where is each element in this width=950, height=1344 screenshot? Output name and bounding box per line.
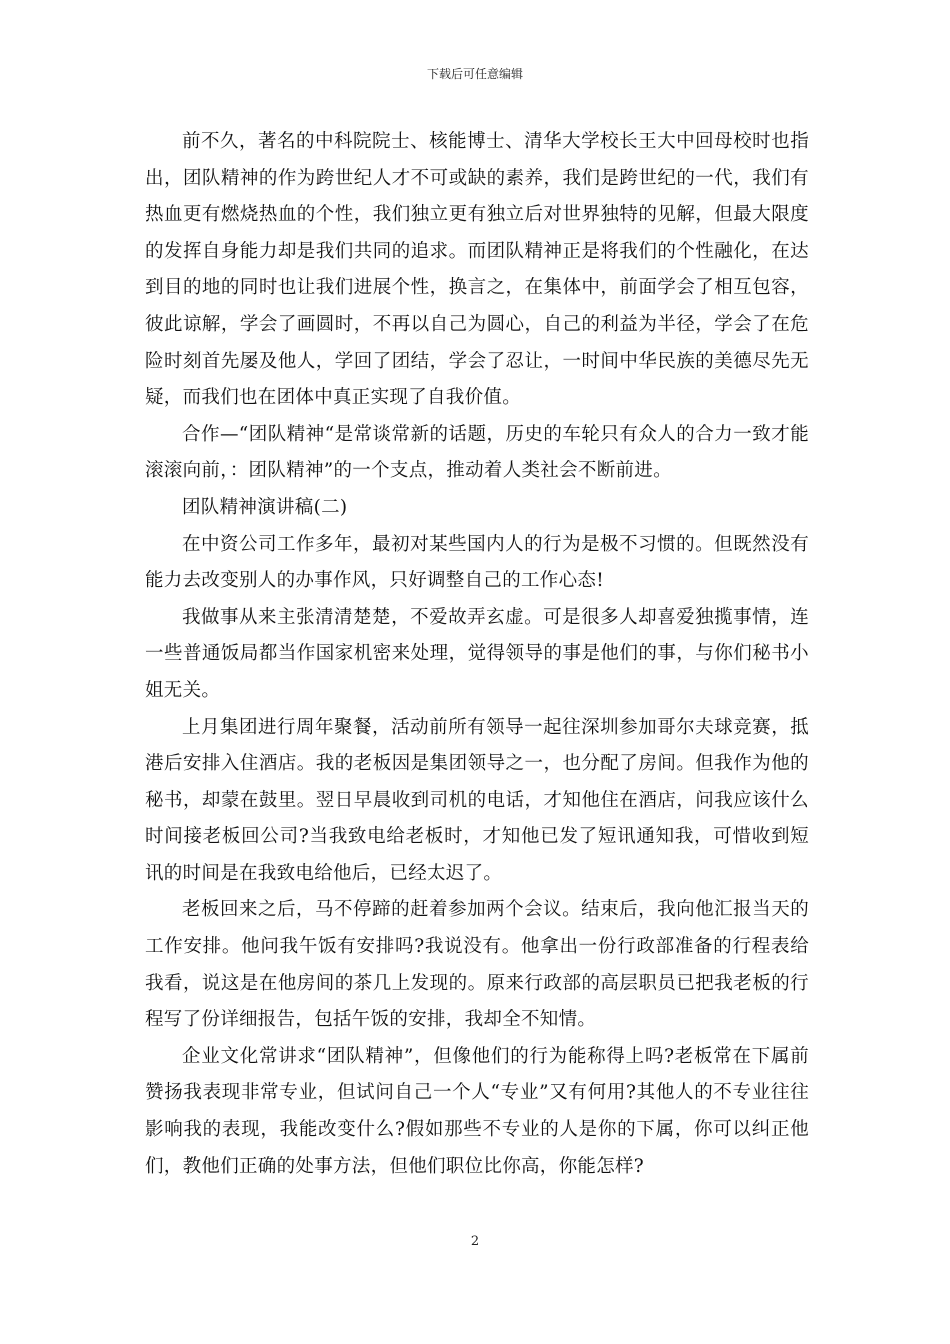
document-body: [145, 124, 809, 1185]
paragraph: 上月集团进行周年聚餐，活动前所有领导一起往深圳参加哥尔夫球竞赛，抵港后安排入住酒店。我的老板因是集团领导之一，也分配了房间。但我作为他的秘书，却蒙在鼓里。翌日早晨收到司机的电话，才知他住在酒店，问我应该什么时间接老板回公司?当我致电给老板时，才知他已发了短讯通知我，可惜收到短讯的时间是在我致电给他后，已经太迟了。: [145, 716, 809, 884]
paragraph: 企业文化常讲求“团队精神”，但像他们的行为能称得上吗?老板常在下属前赞扬我表现非常专业，但试问自己一个人“专业”又有何用?其他人的不专业往往影响我的表现，我能改变什么?假如那些不专业的人是你的下属，你可以纠正他们，教他们正确的处事方法，但他们职位比你高，你能怎样?: [145, 1045, 809, 1177]
paragraph: 合作—“团队精神“是常谈常新的话题，历史的车轮只有众人的合力一致才能滚滚向前，：团队精神”的一个支点，推动着人类社会不断前进。: [145, 423, 809, 482]
paragraph: 老板回来之后，马不停蹄的赶着参加两个会议。结束后，我向他汇报当天的工作安排。他问我午饭有安排吗?我说没有。他拿出一份行政部准备的行程表给我看，说这是在他房间的茶几上发现的。原来行政部的高层职员已把我老板的行程写了份详细报告，包括午饭的安排，我却全不知情。: [145, 899, 809, 1031]
page-header: 下载后可任意编辑: [426, 67, 523, 81]
page-number: 2: [470, 1234, 480, 1249]
paragraph: 前不久，著名的中科院院士、核能博士、清华大学校长王大中回母校时也指出，团队精神的作为跨世纪人才不可或缺的素养，我们是跨世纪的一代，我们有热血更有燃烧热血的个性，我们独立更有独立后对世界独特的见解，但最大限度的发挥自身能力却是我们共同的追求。而团队精神正是将我们的个性融化，在达到目的地的同时也让我们进展个性，换言之，在集体中，前面学会了相互包容，彼此谅解，学会了画圆时，不再以自己为圆心，自己的利益为半径，学会了在危险时刻首先屡及他人，学回了团结，学会了忍让，一时间中华民族的美德尽先无疑，而我们也在团体中真正实现了自我价值。: [145, 131, 809, 409]
paragraph: 我做事从来主张清清楚楚，不爱故弄玄虚。可是很多人却喜爱独揽事情，连一些普通饭局都当作国家机密来处理，觉得领导的事是他们的事，与你们秘书小姐无关。: [145, 606, 809, 701]
paragraph: 在中资公司工作多年，最初对某些国内人的行为是极不习惯的。但既然没有能力去改变别人的办事作风，只好调整自己的工作心态!: [145, 533, 809, 592]
section-heading: 团队精神演讲稿(二): [182, 496, 348, 518]
